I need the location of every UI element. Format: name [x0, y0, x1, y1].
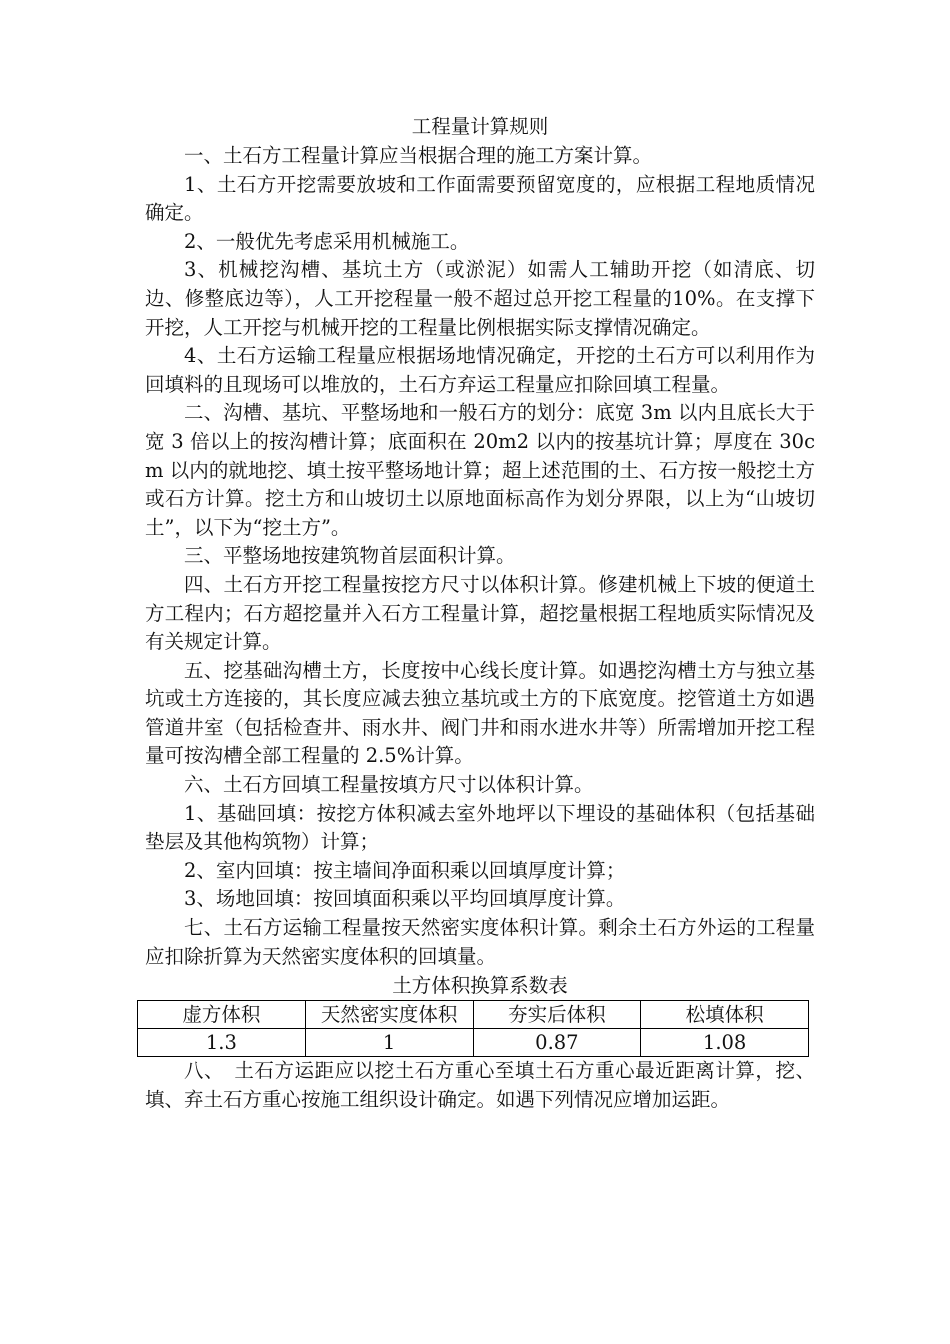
- document-body: [145, 112, 815, 1114]
- paragraph: 五、挖基础沟槽土方，长度按中心线长度计算。如遇挖沟槽土方与独立基坑或土方连接的，其长度应减去独立基坑或土方的下底宽度。挖管道土方如遇管道井室（包括检查井、雨水井、阀门井和雨水进水井等）所需增加开挖工程量可按沟槽全部工程量的 2.5%计算。: [145, 658, 815, 768]
- paragraph: 2、一般优先考虑采用机械施工。: [184, 229, 470, 253]
- table-header-cell: 虚方体积: [138, 1001, 306, 1029]
- document-title: 工程量计算规则: [411, 115, 549, 138]
- paragraph: 四、土石方开挖工程量按挖方尺寸以体积计算。修建机械上下坡的便道土方工程内；石方超挖量并入石方工程量计算，超挖量根据工程地质实际情况及有关规定计算。: [145, 572, 815, 654]
- paragraph: 一、土石方工程量计算应当根据合理的施工方案计算。: [184, 144, 653, 167]
- paragraph: 1、基础回填：按挖方体积减去室外地坪以下埋设的基础体积（包括基础垫层及其他构筑物）计算；: [145, 801, 815, 854]
- conversion-table: [137, 1000, 809, 1057]
- table-cell: 1: [305, 1029, 473, 1057]
- table-cell: 1.3: [138, 1029, 306, 1057]
- paragraph: 六、土石方回填工程量按填方尺寸以体积计算。: [184, 773, 594, 797]
- paragraph: 3、机械挖沟槽、基坑土方（或淤泥）如需人工辅助开挖（如清底、切边、修整底边等），人工开挖程量一般不超过总开挖工程量的10%。在支撑下开挖，人工开挖与机械开挖的工程量比例根据实际支撑情况确定。: [145, 258, 815, 339]
- table-cell: 0.87: [473, 1029, 641, 1057]
- table-header-cell: 天然密实度体积: [305, 1001, 473, 1029]
- table-row: [138, 1029, 809, 1057]
- table-cell: 1.08: [641, 1029, 809, 1057]
- table-header-cell: 夯实后体积: [473, 1001, 641, 1029]
- paragraph: 1、土石方开挖需要放坡和工作面需要预留宽度的，应根据工程地质情况确定。: [145, 172, 815, 225]
- table-header-cell: 松填体积: [641, 1001, 809, 1029]
- paragraph: 八、 土石方运距应以挖土石方重心至填土石方重心最近距离计算，挖、填、弃土石方重心按施工组织设计确定。如遇下列情况应增加运距。: [145, 1059, 815, 1111]
- paragraph: 三、平整场地按建筑物首层面积计算。: [184, 544, 516, 568]
- paragraph: 3、场地回填：按回填面积乘以平均回填厚度计算。: [184, 887, 626, 911]
- paragraph: 4、土石方运输工程量应根据场地情况确定，开挖的土石方可以利用作为回填料的且现场可以堆放的，土石方弃运工程量应扣除回填工程量。: [145, 344, 815, 396]
- paragraph: 2、室内回填：按主墙间净面积乘以回填厚度计算；: [184, 858, 626, 882]
- paragraph: 七、土石方运输工程量按天然密实度体积计算。剩余土石方外运的工程量应扣除折算为天然密实度体积的回填量。: [145, 916, 815, 968]
- paragraph: 二、沟槽、基坑、平整场地和一般石方的划分：底宽 3m 以内且底长大于宽 3 倍以上的按沟槽计算；底面积在 20m2 以内的按基坑计算；厚度在 30cm 以内的就地挖、填土按平整场地计算；超上述范围的土、石方按一般挖土方或石方计算。挖土方和山坡切土以原地面标高作为划分界限，以上为“山坡切土”，以下为“挖土方”。: [145, 401, 815, 539]
- table-header-row: [138, 1001, 809, 1029]
- table-title: 土方体积换算系数表: [392, 974, 568, 998]
